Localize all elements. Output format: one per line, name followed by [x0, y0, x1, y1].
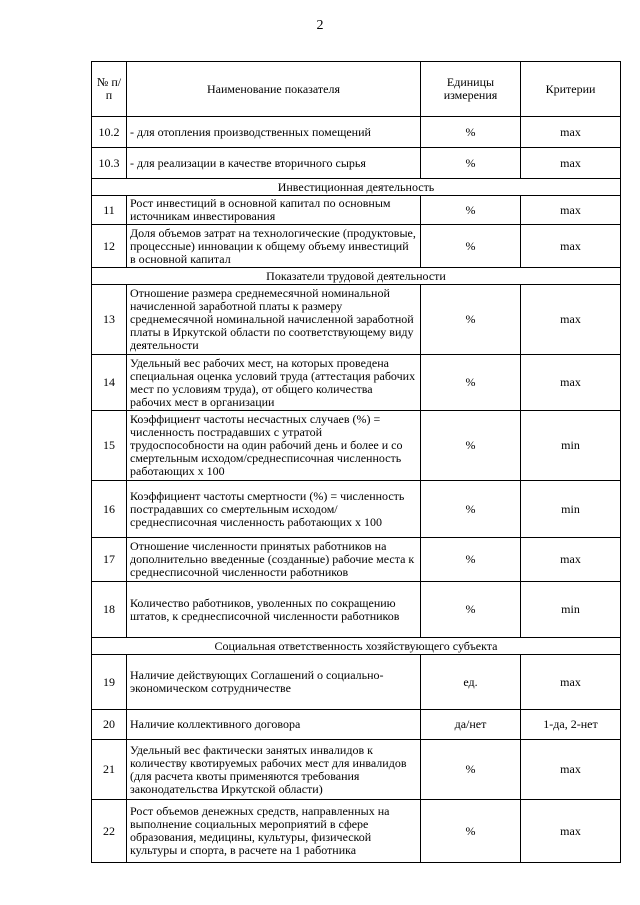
indicator-name: Рост объемов денежных средств, направленных на выполнение социальных мероприятий в сфере образования, медицины, культуры, физической культуры и спорта, в расчете на 1 работника [127, 800, 421, 863]
criteria-cell: 1-да, 2-нет [521, 710, 621, 740]
row-number: 10.3 [92, 148, 127, 179]
row-number: 19 [92, 655, 127, 710]
criteria-cell: max [521, 148, 621, 179]
row-number: 20 [92, 710, 127, 740]
unit-cell: % [421, 117, 521, 148]
unit-cell: % [421, 285, 521, 355]
header-criteria: Критерии [521, 62, 621, 117]
section-row [92, 179, 621, 196]
section-title: Социальная ответственность хозяйствующего субъекта [92, 638, 621, 655]
section-title: Показатели трудовой деятельности [92, 268, 621, 285]
section-title: Инвестиционная деятельность [92, 179, 621, 196]
header-num: № п/п [92, 62, 127, 117]
table-row [92, 148, 621, 179]
row-number: 16 [92, 481, 127, 538]
criteria-cell: min [521, 411, 621, 481]
indicator-name: Наличие действующих Соглашений о социально-экономическом сотрудничестве [127, 655, 421, 710]
unit-cell: % [421, 411, 521, 481]
criteria-cell: min [521, 481, 621, 538]
criteria-cell: max [521, 117, 621, 148]
unit-cell: % [421, 148, 521, 179]
row-number: 14 [92, 355, 127, 411]
table-row [92, 285, 621, 355]
table-row [92, 481, 621, 538]
criteria-cell: max [521, 225, 621, 268]
indicator-name: Отношение численности принятых работников на дополнительно введенные (созданные) рабочие места к среднесписочной численности работников [127, 538, 421, 582]
unit-cell: % [421, 225, 521, 268]
criteria-cell: max [521, 355, 621, 411]
header-unit: Единицы измерения [421, 62, 521, 117]
unit-cell: % [421, 355, 521, 411]
table-row [92, 538, 621, 582]
criteria-cell: max [521, 285, 621, 355]
indicator-name: Наличие коллективного договора [127, 710, 421, 740]
table-row [92, 411, 621, 481]
page-number: 2 [316, 18, 324, 33]
criteria-cell: max [521, 196, 621, 225]
criteria-cell: max [521, 538, 621, 582]
table-row [92, 800, 621, 863]
indicators-table [91, 61, 621, 863]
table-row [92, 740, 621, 800]
unit-cell: % [421, 800, 521, 863]
row-number: 12 [92, 225, 127, 268]
indicator-name: Рост инвестиций в основной капитал по основным источникам инвестирования [127, 196, 421, 225]
table-row [92, 655, 621, 710]
row-number: 17 [92, 538, 127, 582]
unit-cell: % [421, 740, 521, 800]
indicator-name: - для отопления производственных помещений [127, 117, 421, 148]
indicator-name: Коэффициент частоты несчастных случаев (%) = численность пострадавших с утратой трудоспособности на один рабочий день и более и со смертельным исходом/среднесписочная численность работающих х 100 [127, 411, 421, 481]
indicator-name: Коэффициент частоты смертности (%) = численность пострадавших со смертельным исходом/среднесписочная численность работающих х 100 [127, 481, 421, 538]
table-row [92, 117, 621, 148]
table-row [92, 710, 621, 740]
row-number: 22 [92, 800, 127, 863]
indicator-name: Удельный вес рабочих мест, на которых проведена специальная оценка условий труда (аттестация рабочих мест по условиям труда), от общего количества рабочих мест в организации [127, 355, 421, 411]
row-number: 10.2 [92, 117, 127, 148]
criteria-cell: max [521, 800, 621, 863]
row-number: 18 [92, 582, 127, 638]
unit-cell: % [421, 582, 521, 638]
section-row [92, 638, 621, 655]
row-number: 11 [92, 196, 127, 225]
unit-cell: % [421, 196, 521, 225]
row-number: 21 [92, 740, 127, 800]
unit-cell: ед. [421, 655, 521, 710]
criteria-cell: max [521, 740, 621, 800]
indicator-name: Отношение размера среднемесячной номинальной начисленной заработной платы к размеру среднемесячной номинальной начисленной заработной платы в Иркутской области по соответствующему виду деятельности [127, 285, 421, 355]
row-number: 13 [92, 285, 127, 355]
indicator-name: Доля объемов затрат на технологические (продуктовые, процессные) инновации к общему объему инвестиций в основной капитал [127, 225, 421, 268]
table-row [92, 225, 621, 268]
table-header-row [92, 62, 621, 117]
table-row [92, 196, 621, 225]
indicator-name: Количество работников, уволенных по сокращению штатов, к среднесписочной численности работников [127, 582, 421, 638]
table-row [92, 355, 621, 411]
header-name: Наименование показателя [127, 62, 421, 117]
indicator-name: - для реализации в качестве вторичного сырья [127, 148, 421, 179]
criteria-cell: max [521, 655, 621, 710]
table-row [92, 582, 621, 638]
unit-cell: да/нет [421, 710, 521, 740]
row-number: 15 [92, 411, 127, 481]
unit-cell: % [421, 538, 521, 582]
table-body [92, 117, 621, 863]
section-row [92, 268, 621, 285]
indicator-name: Удельный вес фактически занятых инвалидов к количеству квотируемых рабочих мест для инвалидов (для расчета квоты применяются требования законодательства Иркутской области) [127, 740, 421, 800]
unit-cell: % [421, 481, 521, 538]
criteria-cell: min [521, 582, 621, 638]
